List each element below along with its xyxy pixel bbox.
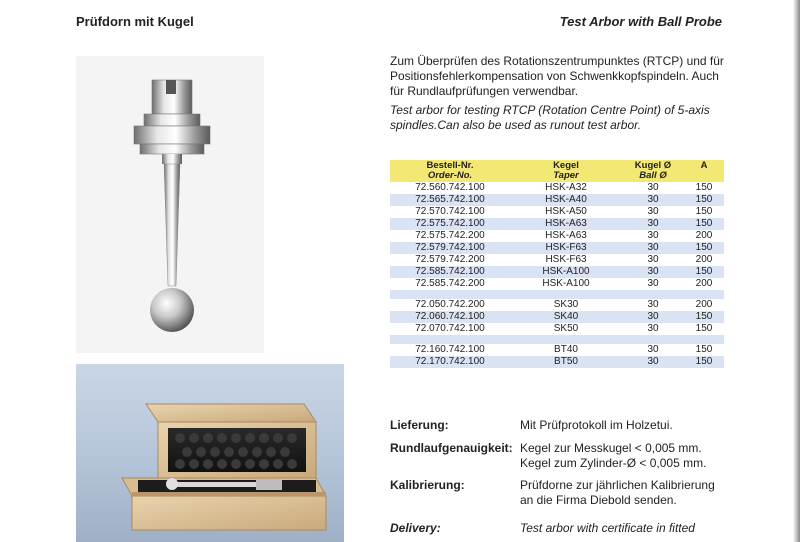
table-row: 72.570.742.100 HSK-A50 30 150	[415, 206, 713, 217]
order-table	[390, 160, 724, 368]
runout-value-1: Kegel zur Messkugel < 0,005 mm.	[520, 441, 702, 455]
table-row: 72.579.742.100 HSK-F63 30 150	[390, 242, 724, 254]
table-row: 72.579.742.200 HSK-F63 30 200	[415, 254, 713, 265]
table-row: 72.160.742.100 BT40 30 150	[415, 344, 713, 355]
delivery-value-de: Mit Prüfprotokoll im Holzetui.	[520, 418, 673, 432]
runout-value-2: Kegel zum Zylinder-Ø < 0,005 mm.	[520, 456, 707, 470]
table-row: 72.575.742.200 HSK-A63 30 200	[415, 230, 713, 241]
table-spacer-row	[390, 290, 724, 299]
table-row: 72.050.742.200 SK30 30 200	[415, 299, 713, 310]
table-row: 72.585.742.100 HSK-A100 30 150	[390, 266, 724, 278]
delivery-label-en: Delivery:	[390, 521, 441, 535]
calibration-value-1: Prüfdorne zur jährlichen Kalibrierung	[520, 478, 715, 492]
product-photo-arbor	[76, 56, 264, 353]
runout-label-de: Rundlaufgenauigkeit:	[390, 441, 513, 455]
table-row: 72.170.742.100 BT50 30 150	[390, 356, 724, 368]
table-header-row	[390, 160, 724, 182]
table-row: 72.560.742.100 HSK-A32 30 150	[415, 182, 713, 193]
table-row: 72.070.742.100 SK50 30 150	[415, 323, 713, 334]
page-title-german: Prüfdorn mit Kugel	[76, 14, 194, 29]
description-english: Test arbor for testing RTCP (Rotation Centre Point) of 5-axis spindles.Can also be used as runout test arbor.	[390, 103, 710, 132]
table-row: 72.060.742.100 SK40 30 150	[390, 311, 724, 323]
table-row: 72.585.742.200 HSK-A100 30 200	[415, 278, 713, 289]
description-german: Zum Überprüfen des Rotationszentrumpunktes (RTCP) und für Positionsfehlerkompensation von Schwenkkopfspindeln. Auch für Rundlaufprüfungen verwendbar.	[390, 54, 724, 98]
header-ball-diameter: Kugel Ø Ball Ø	[622, 160, 684, 182]
page-edge-shadow	[793, 0, 800, 542]
calibration-label-de: Kalibrierung:	[390, 478, 465, 492]
delivery-label-de: Lieferung:	[390, 418, 449, 432]
delivery-value-en: Test arbor with certificate in fitted	[520, 521, 695, 535]
page-title-english: Test Arbor with Ball Probe	[559, 14, 722, 29]
product-photo-wooden-case	[76, 364, 344, 542]
header-taper: Kegel Taper	[510, 160, 622, 182]
table-row: 72.565.742.100 HSK-A40 30 150	[390, 194, 724, 206]
header-a: A	[684, 160, 724, 182]
table-row: 72.575.742.100 HSK-A63 30 150	[390, 218, 724, 230]
header-order-no: Bestell-Nr. Order-No.	[390, 160, 510, 182]
calibration-value-2: an die Firma Diebold senden.	[520, 493, 677, 507]
table-spacer-row	[390, 335, 724, 344]
